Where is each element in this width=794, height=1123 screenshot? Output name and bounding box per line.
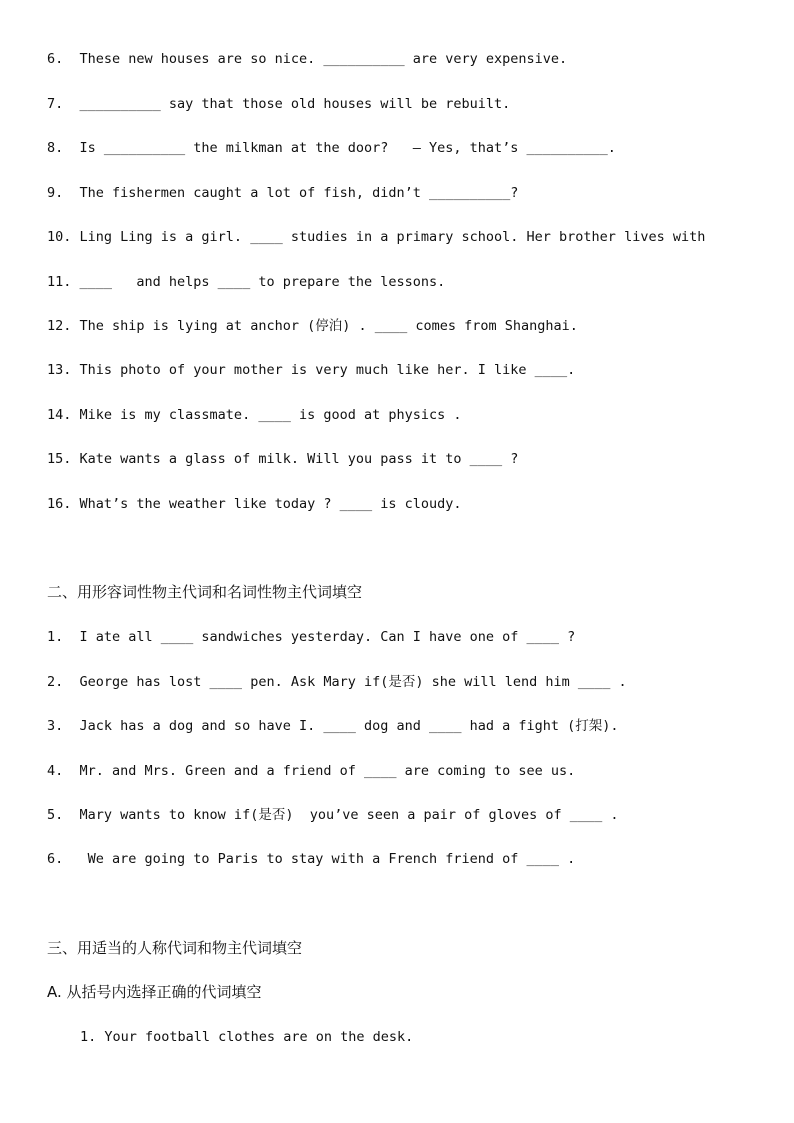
section-2-heading: 二、用形容词性物主代词和名词性物主代词填空 [47,583,363,601]
exercise-2-item-1: 1. I ate all ____ sandwiches yesterday. Can I have one of ____ ? [47,629,576,645]
exercise-2-item-5: 5. Mary wants to know if(是否) you’ve seen a pair of gloves of ____ . [47,807,619,823]
exercise-2-item-6: 6. We are going to Paris to stay with a French friend of ____ . [47,851,576,867]
exercise-2-item-2: 2. George has lost ____ pen. Ask Mary if(是否) she will lend him ____ . [47,674,627,690]
exercise-2-item-4: 4. Mr. and Mrs. Green and a friend of ____ are coming to see us. [47,763,576,779]
exercise-2-item-3: 3. Jack has a dog and so have I. ____ dog and ____ had a fight (打架). [47,718,619,734]
exercise-1-item-16: 16. What’s the weather like today ? ____ is cloudy. [47,496,462,512]
section-3-heading: 三、用适当的人称代词和物主代词填空 [47,939,303,957]
exercise-1-item-13: 13. This photo of your mother is very much like her. I like ____. [47,362,576,378]
exercise-3-item-1: 1. Your football clothes are on the desk. [80,1029,414,1045]
exercise-1-item-10: 10. Ling Ling is a girl. ____ studies in a primary school. Her brother lives with [47,229,706,245]
exercise-1-item-6: 6. These new houses are so nice. __________ are very expensive. [47,51,568,67]
exercise-1-item-14: 14. Mike is my classmate. ____ is good at physics . [47,407,462,423]
exercise-1-item-7: 7. __________ say that those old houses will be rebuilt. [47,96,511,112]
section-3-subheading: A. 从括号内选择正确的代词填空 [47,983,262,1001]
exercise-1-item-11: 11. ____ and helps ____ to prepare the lessons. [47,274,446,290]
exercise-1-item-12: 12. The ship is lying at anchor (停泊) . ____ comes from Shanghai. [47,318,578,334]
exercise-1-item-8: 8. Is __________ the milkman at the door? — Yes, that’s __________. [47,140,616,156]
exercise-1-item-9: 9. The fishermen caught a lot of fish, didn’t __________? [47,185,519,201]
exercise-1-item-15: 15. Kate wants a glass of milk. Will you pass it to ____ ? [47,451,519,467]
